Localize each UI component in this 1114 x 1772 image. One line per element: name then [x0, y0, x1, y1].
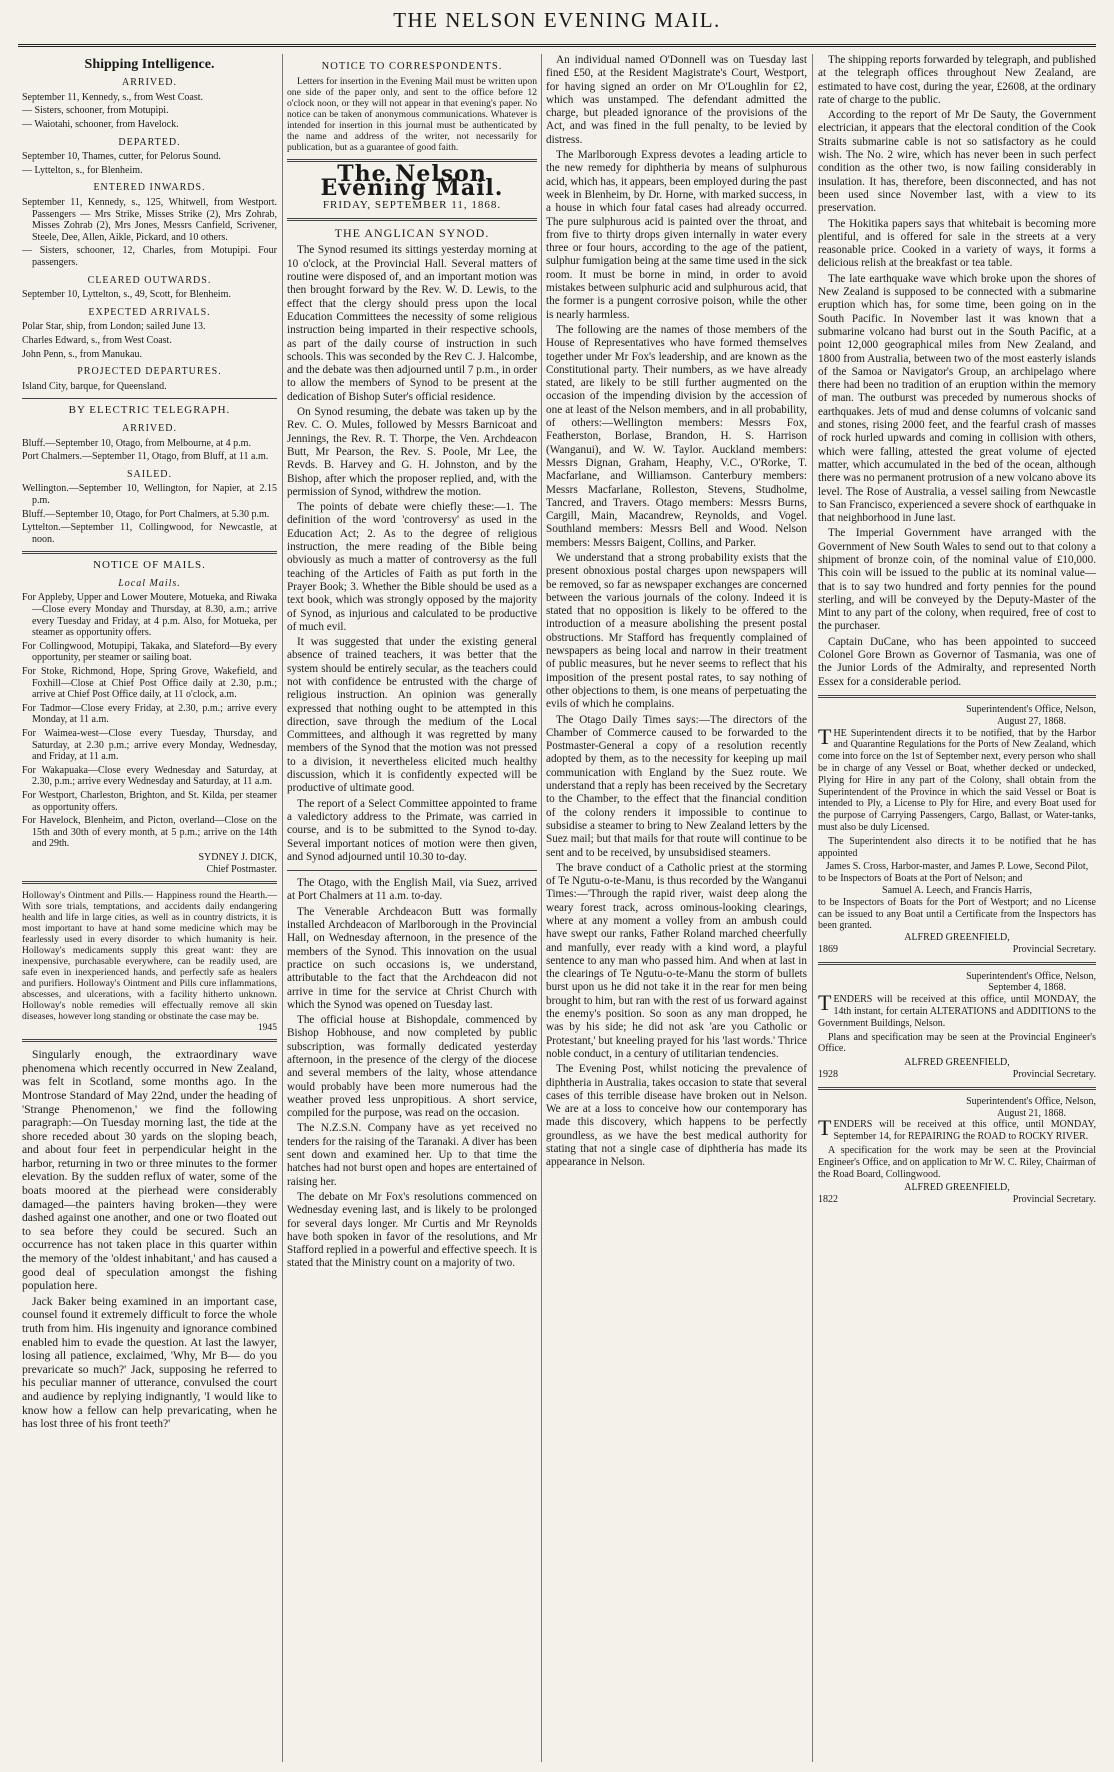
- article-paragraph: Jack Baker being examined in an important case, counsel found it extremely difficult to force the whole truth from him. His ingenuity and ignorance combined enabled him to evade the question. At last the lawyer, losing all patience, exclaimed, 'Why, Mr B— do you prevaricate so much?' Jack, supposing he referred to his peculiar manner of utterance, convulsed the court and audience by replying indignantly, 'I would like to know how a fellow can help prevaricating, when he has lost three of his front teeth?': [22, 1294, 277, 1431]
- signature-title: Provincial Secretary.: [1012, 1069, 1096, 1081]
- shipping-entry: John Penn, s., from Manukau.: [22, 348, 142, 360]
- shipping-entry: September 11, Kennedy, s., from West Coast.: [22, 91, 204, 103]
- shipping-entry: Island City, barque, for Queensland.: [22, 380, 167, 392]
- article-paragraph: On Synod resuming, the debate was taken up by the Rev. C. O. Mules, followed by Messrs Barnicoat and Jennings, the Rev. R. T. Thorpe, the Ven. Archdeacon Butt, Mr Pearson, the Rev. S. Poole, Mr Lee, the Revds. B. Harvey and G. H. Johnston, and by the Bishop, after which the proposer replied, and, with the permission of Synod, withdrew the motion.: [287, 406, 537, 498]
- masthead-rule: [18, 44, 1096, 47]
- synod-heading: THE ANGLICAN SYNOD.: [334, 226, 490, 241]
- shipping-entry: Polar Star, ship, from London; sailed June 13.: [22, 321, 206, 333]
- cleared-heading: CLEARED OUTWARDS.: [87, 274, 212, 286]
- newspaper-title: THE NELSON EVENING MAIL.: [393, 8, 721, 32]
- mail-entry: For Westport, Charleston, Brighton, and St. Kilda, per steamer as opportunity offers.: [22, 789, 277, 813]
- article-paragraph: The points of debate were chiefly these:—1. The definition of the word 'controversy' as used in the Education Act; 2. As to the degree of religious instruction, the mere reading of the Bible being obviously as much a matter of controversy as the full teaching of the Articles of Faith as put forth in the Prayer Book; 3. Whether the Bible should be used as a text book, which was strongly opposed by the majority of Synod, as injurious and calculated to be productive of much evil.: [287, 501, 537, 633]
- news-item: An individual named O'Donnell was on Tuesday last fined £50, at the Resident Magistrate's Court, Westport, for having signed an order on Mr O'Loughlin for £2, which was unstamped. The defendant admitted the charge, but pleaded ignorance of the provisions of the Act, and was fined in the full penalty, to be levied by distress.: [546, 54, 807, 146]
- news-item: The following are the names of those members of the House of Representatives who have formed themselves together under Mr Fox's leadership, and are known as the Constitutional party. Their numbers, as we have already stated, are likely to be still further augmented on the occasion of the impending division by the accession of one at least of the Nelson members, and in all probability, of others:—Wellington members: Messrs Fox, Featherston, Borlase, Brandon, H. S. Harrison (Wanganui), and W. W. Taylor. Auckland members: Messrs Dignan, Graham, Heaphy, V.C., O'Rorke, T. Macfarlane, and Williamson. Canterbury members: Messrs Macfarlane, Rolleston, Stevens, Studholme, Tancred, and Travers. Otago members: Messrs Burns, Cargill, Main, Macandrew, Reynolds, and Vogel. Southland members: Messrs Bell and Wood. Nelson members: Messrs Baigent, Collins, and Parker.: [546, 323, 807, 549]
- notice-office: Superintendent's Office, Nelson,: [966, 1095, 1096, 1107]
- advert-number: 1945: [257, 1022, 277, 1034]
- notice-date: September 4, 1868.: [988, 982, 1066, 994]
- mail-entry: For Wakapuaka—Close every Wednesday and Saturday, at 2.30, p.m.; arrive every Wednesday and Saturday, at 11 a.m.: [22, 764, 277, 788]
- mail-entry: For Appleby, Upper and Lower Moutere, Motueka, and Riwaka—Close every Monday and Thursday, at 8.30, a.m.; arrive every Tuesday and Friday, at 4 p.m. Also, for Motueka, per steamer as opportunity offers.: [22, 592, 277, 639]
- column-1: [22, 54, 277, 1760]
- mail-entry: For Havelock, Blenheim, and Picton, overland—Close on the 15th and 30th of every month, at 5 p.m.; arrive on the 14th and 29th.: [22, 815, 277, 850]
- news-item: We understand that a strong probability exists that the present obnoxious postal charges upon newspapers will be removed, so far as newspaper exchanges are concerned between the various journals of the colony. Indeed it is stated that no opposition is likely to be offered to the introduction of a measure abolishing the present postal obstructions. Mr Stafford has frequently complained of newspapers as being local and narrow in their treatment of public measures, but he never seems to reflect that his imposition of the present postal rates, to say nothing of other objections to them, is one means of perpetuating the evils of which he complains.: [546, 551, 807, 711]
- notice-body: The Superintendent also directs it to be notified that he has appointed: [818, 835, 1096, 859]
- shipping-entry: — Sisters, schooner, 12, Charles, from Motupipi. Four passengers.: [22, 245, 277, 269]
- mail-entry: For Collingwood, Motupipi, Takaka, and Slateford—By every opportunity, per steamer or sailing boat.: [22, 640, 277, 664]
- news-item: The debate on Mr Fox's resolutions commenced on Wednesday evening last, and is likely to be prolonged for several days longer. Mr Curtis and Mr Reynolds have both spoken in favor of the resolutions, and Mr Stafford replied in a powerful and effective speech. It is stated that the Ministry count on a majority of two.: [287, 1190, 537, 1270]
- correspondents-heading: NOTICE TO CORRESPONDENTS.: [321, 61, 503, 72]
- article-paragraph: The report of a Select Committee appointed to frame a valedictory address to the Primate, was carried in course, and is to be submitted to the Synod to-day. Several important notices of motion were then given, and Synod adjourned until 10.30 to-day.: [287, 797, 537, 863]
- news-item: The Evening Post, whilst noticing the prevalence of diphtheria in Australia, takes occasion to state that several cases of this terrible disease have broken out in Nelson. We are at a loss to conceive how our contemporary has made this discovery, which happens to be perfectly groundless, as we have the best medical authority for stating that not a single case of diphtheria has made its appearance in Nelson.: [546, 1063, 807, 1169]
- notice-number: 1869: [818, 943, 838, 955]
- telegraph-heading: BY ELECTRIC TELEGRAPH.: [68, 404, 231, 417]
- shipping-section: [22, 77, 277, 545]
- mails-section: [22, 560, 277, 875]
- tel-arrived-heading: ARRIVED.: [122, 422, 177, 434]
- notice-signature: ALFRED GREENFIELD,: [904, 1182, 1010, 1194]
- news-item: The N.Z.S.N. Company have as yet received no tenders for the raising of the Taranaki. A diver has been sent down and examined her. Up to that time the hatches had not burst open and hopes are entertained of raising her.: [287, 1122, 537, 1188]
- issue-date: FRIDAY, SEPTEMBER 11, 1868.: [322, 198, 502, 211]
- holloway-text: Holloway's Ointment and Pills.— Happiness round the Hearth.—With sore trials, temptations, and accidents daily endangering health and life in large cities, as well as in country districts, it is most important to have at hand some medicine which may be fearlessly used in every disorder to which humanity is heir. Holloway's medicaments supply this great want: they are inexpensive, purchasable everywhere, can be readily used, are safe even in inexperienced hands, and perfectly safe as healers and purifiers. Holloway's Ointment and Pills cure inflammations, abscesses, and ulcerations, with a facility hitherto unknown. Holloway's noble remedies will effectually remove all skin diseases, however long standing or obstinate the case may be.: [22, 890, 277, 1023]
- entered-heading: ENTERED INWARDS.: [93, 182, 206, 194]
- shipping-entry: September 10, Lyttelton, s., 49, Scott, for Blenheim.: [22, 289, 231, 301]
- column-divider: [541, 54, 542, 1762]
- article-paragraph: Singularly enough, the extraordinary wave phenomena which recently occurred in New Zealand, was felt in Scotland, some months ago. In the Montrose Standard of May 22nd, under the heading of 'Strange Phenomenon,' we find the following paragraph:—On Tuesday morning last, the tide at the shore receded about 30 yards on the sloping beach, and about four feet in perpendicular height in the harbor, returning in two or three minutes to the former elevation. By the sudden reflux of water, some of the boats moored at the pierhead were considerably damaged—the painters having broken—they were dashed against one another, and one or two floated out to sea before they could be secured. Such an occurrence has not taken place in this quarter within the memory of the 'oldest inhabitant,' and has caused a good deal of speculation amongst the fishing population here.: [22, 1048, 277, 1293]
- inspector-role: to be Inspectors of Boats at the Port of Nelson; and: [818, 873, 1023, 885]
- expected-heading: EXPECTED ARRIVALS.: [88, 306, 211, 318]
- shipping-entry: Charles Edward, s., from West Coast.: [22, 334, 172, 346]
- inspector-role: to be Inspectors of Boats for the Port of Westport; and no License can be issued to any Boat until a Certificate from the Inspectors has been granted.: [818, 896, 1096, 932]
- news-item: The Otago, with the English Mail, via Suez, arrived at Port Chalmers at 11 a.m. to-day.: [287, 877, 537, 903]
- mail-entry: For Tadmor—Close every Friday, at 2.30, p.m.; arrive every Monday, at 11 a.m.: [22, 702, 277, 726]
- news-item: According to the report of Mr De Sauty, the Government electrician, it appears that the electoral condition of the Cook Straits submarine cable is not so satisfactory as he could wish. The No. 2 wire, which has never been in such perfect condition as the other two, is now failing considerably in insulation. It has, therefore, been disconnected, and has not been used since November last, with a view to its preservation.: [818, 109, 1096, 215]
- telegraph-entry: Wellington.—September 10, Wellington, for Napier, at 2.15 p.m.: [22, 483, 277, 506]
- notice-signature: ALFRED GREENFIELD,: [904, 932, 1010, 944]
- notice-office: Superintendent's Office, Nelson,: [966, 970, 1096, 982]
- article-paragraph: It was suggested that under the existing general absence of trained teachers, it was better that the system should be entirely secular, as the teachers could not with confidence be entrusted with the charge of religious instruction. An opinion was generally expressed that nothing ought to be attempted in this direction, save through the medium of the Local Committees, and although it was regretted by many members of the Synod that the motion was not pressed to a division, it nevertheless elicited much healthy discussion, which it is confidently expected will be productive of ultimate good.: [287, 636, 537, 795]
- shipping-entry: — Sisters, schooner, from Motupipi.: [22, 105, 169, 117]
- mails-signature: SYDNEY J. DICK,: [198, 851, 277, 863]
- correspondents-notice: Letters for insertion in the Evening Mail must be written upon one side of the paper only, and sent to the office before 12 o'clock noon, or they will not appear in that evening's paper. No notice can be taken of anonymous communications. Whatever is intended for insertion in this journal must be authenticated by the name and address of the writer, not necessarily for publication, but as a guarantee of good faith.: [287, 76, 537, 154]
- shipping-entry: September 11, Kennedy, s., 125, Whitwell, from Westport. Passengers — Mrs Strike, Misses Strike (2), Mrs Zohrab, Misses Zohrab (2), Mrs Jones, Messrs Canfield, Scrivener, Steele, Dee, Allen, Aikle, Pickard, and 10 others.: [22, 197, 277, 243]
- holloway-advert: [22, 890, 277, 1033]
- news-item: The Venerable Archdeacon Butt was formally installed Archdeacon of Marlborough in the Provincial Hall, on Wednesday afternoon, in the presence of the members of the Synod. This innovation on the usual practice on such occasions is, we understand, attributable to the fact that the Archdeacon did not arrive in time for the service at Christ Church with which the Synod was opened on Tuesday last.: [287, 905, 537, 1011]
- news-item: The Imperial Government have arranged with the Government of New South Wales to send out to that colony a shipment of bronze coin, of the nominal value of £10,000. This coin will be issued to the public at its nominal value—that is to say two hundred and forty pennies for the pound sterling, and will be conveyed by the Deputy-Master of the Mint to any part of the colony, when required, free of cost to the purchaser.: [818, 527, 1096, 633]
- notice-body: TENDERS will be received at this office, until MONDAY, the 14th instant, for certain ALTERATIONS and ADDITIONS to the Government Buildings, Nelson.: [818, 990, 1096, 1029]
- local-mails-heading: Local Mails.: [118, 577, 181, 589]
- notice-body: A specification for the work may be seen at the Provincial Engineer's Office, and on application to Mr W. C. Riley, Chairman of the Road Board, Collingwood.: [818, 1145, 1096, 1180]
- signature-title: Provincial Secretary.: [1012, 1194, 1096, 1206]
- mails-signature-title: Chief Postmaster.: [206, 863, 277, 875]
- telegraph-entry: Port Chalmers.—September 11, Otago, from Bluff, at 11 a.m.: [22, 451, 269, 463]
- notice-number: 1822: [818, 1194, 838, 1206]
- column-4: [818, 54, 1096, 1760]
- news-item: The Marlborough Express devotes a leading article to the new remedy for diphtheria by means of sulphurous acid, which has, it appears, been employed during the past week in Blenheim, by Dr. Horne, with marked success, in a house in which four fatal cases had already occurred. The pure sulphurous acid is painted over the throat, and from five to thirty drops given internally in water every three or four hours, according to the age of the patient, sulphur fumigation being at the same time used in the sick room. It must be borne in mind, in order to avoid mistakes between sulphuric acid and sulphurous acid, that the former is a pungent corrosive poison, while the other is nearly harmless.: [546, 149, 807, 321]
- shipping-entry: — Waiotahi, schooner, from Havelock.: [22, 119, 179, 131]
- mail-entry: For Stoke, Richmond, Hope, Spring Grove, Wakefield, and Foxhill—Close at Chief Post Office daily at 2.30, p.m.; arrive at Chief Post Office daily, at 11 o'clock, a.m.: [22, 666, 277, 701]
- projected-heading: PROJECTED DEPARTURES.: [77, 366, 222, 378]
- scotland-wave-article: [22, 1048, 277, 1431]
- mails-heading: NOTICE OF MAILS.: [93, 559, 206, 572]
- column-divider: [282, 54, 283, 1762]
- notice-signature: ALFRED GREENFIELD,: [904, 1057, 1010, 1069]
- tel-sailed-heading: SAILED.: [126, 468, 173, 480]
- column-divider: [812, 54, 813, 1762]
- column-3: [546, 54, 807, 1760]
- news-item: The official house at Bishopdale, commenced by Bishop Hobhouse, and now completed by public subscription, was formally dedicated yesterday afternoon, in the presence of the clergy of the diocese and several members of the laity, whose attendance would probably have been more numerous had the weather proved less unpropitious. A short service, compiled for the purpose, was read on the occasion.: [287, 1014, 537, 1120]
- notice-body: Plans and specification may be seen at the Provincial Engineer's Office.: [818, 1031, 1096, 1055]
- shipping-entry: September 10, Thames, cutter, for Pelorus Sound.: [22, 151, 221, 163]
- telegraph-entry: Bluff.—September 10, Otago, for Port Chalmers, at 5.30 p.m.: [22, 508, 270, 520]
- news-item: Captain DuCane, who has been appointed to succeed Colonel Gore Brown as Governor of Tasmania, was one of the Junior Lords of the Admiralty, and represented North Essex for a considerable period.: [818, 635, 1096, 688]
- government-buildings-tender: [818, 971, 1096, 1081]
- telegraph-entry: Bluff.—September 10, Otago, from Melbourne, at 4 p.m.: [22, 437, 251, 449]
- notice-body: THE Superintendent directs it to be notified, that by the Harbor and Quarantine Regulations for the Ports of New Zealand, which come into force on the 1st of September next, every person who shall be in charge of any Vessel or Boat, whether decked or undecked, Plying for Hire in any part of the Colony, shall obtain from the Superintendent of the Province in which the said Vessel or Boat is intended to Ply, a License to Ply for Hire, and every Boat used for the purpose of Carrying Passengers, Cargo, Ballast, or Water-tanks, must also be duly Licensed.: [818, 723, 1096, 833]
- news-item: The Otago Daily Times says:—The directors of the Chamber of Commerce caused to be forwarded to the Postmaster-General a copy of a resolution recently adopted by them, as to the necessity for keeping up mail communication with England by the Suez route. We understand that a reply has been received by the Secretary to the Chamber, to the effect that the financial condition of the colony renders it impossible to continue to subsidise a steamer to bring to New Zealand letters by the Suez mail; but that mails for that route will continue to be sent and to be received, by unsubsidised steamers.: [546, 713, 807, 859]
- column-2: [287, 54, 537, 1760]
- article-paragraph: The Synod resumed its sittings yesterday morning at 10 o'clock, at the Provincial Hall. Several matters of routine were disposed of, and an important motion was then brought forward by the Rev. W. D. Lewis, to the effect that the clergy should press upon the local Education Committees the necessity of some religious instruction being imparted in their respective schools, as part of the daily course of instruction in such schools. This was seconded by the Rev C. J. Halcombe, and the debate was then adjourned until 7 p.m., in order to allow the members of Synod to be present at the dedication of Bishop Suter's official residence.: [287, 244, 537, 403]
- news-item: The brave conduct of a Catholic priest at the storming of Te Ngutu-o-te-Manu, is thus recorded by the Wanganui Times:—'Through the rapid river, waist deep along the weary forest track, across ominous-looking clearings, where at any moment a volley from an ambush could have swept our ranks, Father Roland marched cheerfully and manfully, ever ready with a kind word, a playful sentence to any man who passed him. And when at last in the clearings of Te Ngutu-o-te-Manu the storm of bullets burst upon us he did not take it in the rear for men being brought to him, but ran with the rest of us forward against the enemy's position. So soon as any man dropped, he was by his side; he did not ask 'are you Catholic or Protestant,' but kneeling prayed for his 'last words.' Thrice noble conduct, in a century of utilitarian tendencies.: [546, 861, 807, 1060]
- notice-date: August 21, 1868.: [997, 1107, 1066, 1119]
- arrived-heading: ARRIVED.: [122, 77, 177, 89]
- inspector-names: James S. Cross, Harbor-master, and James P. Lowe, Second Pilot,: [825, 861, 1089, 873]
- departed-heading: DEPARTED.: [118, 136, 181, 148]
- harbor-regulations-notice: [818, 704, 1096, 956]
- shipping-entry: — Lyttelton, s., for Blenheim.: [22, 164, 143, 176]
- news-item: The shipping reports forwarded by telegraph, and published at the telegraph offices throughout New Zealand, are estimated to have cost, during the year, £2608, at the ordinary rate of charge to the public.: [818, 54, 1096, 106]
- notice-body: TENDERS will be received at this office, until MONDAY, September 14, for REPAIRING the ROAD to ROCKY RIVER.: [818, 1115, 1096, 1143]
- mail-entry: For Waimea-west—Close every Tuesday, Thursday, and Saturday, at 2.30 p.m.; arrive every Monday, Wednesday, and Friday, at 11 a.m.: [22, 728, 277, 763]
- signature-title: Provincial Secretary.: [1012, 943, 1096, 955]
- news-item: The late earthquake wave which broke upon the shores of New Zealand is supposed to be connected with a submarine eruption which has, for some time, been going on in the South Pacific. In November last it was known that a submarine volcano had burst out in the South Pacific, at a point 12,000 geographical miles from New Zealand, and 1800 from Australia, between two of the most easterly islands of the Samoa or Navigator's Group, an archipelago where there had been no tradition of an eruption within the memory of man. The outburst was preceded by numerous shocks of earthquakes. Jets of mud and dense columns of volcanic sand and stones, rising 2000 feet, and the fearful crash of masses of rock hurled upwards and coming in collision with others, which were falling, attested the great volume of ejected matter, which accumulated in the bed of the ocean, although there was no permanent protrusion of a new volcano above its level. The Rose of Australia, a vessel sailing from Newcastle to San Francisco, experienced a severe shock of earthquake in that neighborhood in June last.: [818, 272, 1096, 525]
- editorial-flag: The Nelson Evening Mail.: [320, 161, 504, 201]
- inspector-names: Samuel A. Leech, and Francis Harris,: [882, 884, 1032, 896]
- notice-office: Superintendent's Office, Nelson,: [966, 703, 1096, 715]
- rocky-river-road-tender: [818, 1096, 1096, 1206]
- telegraph-entry: Lyttelton.—September 11, Collingwood, for Newcastle, at noon.: [22, 522, 277, 545]
- notice-number: 1928: [818, 1069, 838, 1081]
- notice-date: August 27, 1868.: [997, 715, 1066, 727]
- shipping-heading: Shipping Intelligence.: [84, 57, 215, 72]
- news-item: The Hokitika papers says that whitebait is becoming more plentiful, and is offered for sale in the streets at a very reasonable price. Cooked in a variety of ways, it forms a delicious relish at the breakfast or tea table.: [818, 217, 1096, 270]
- masthead: [0, 0, 1114, 44]
